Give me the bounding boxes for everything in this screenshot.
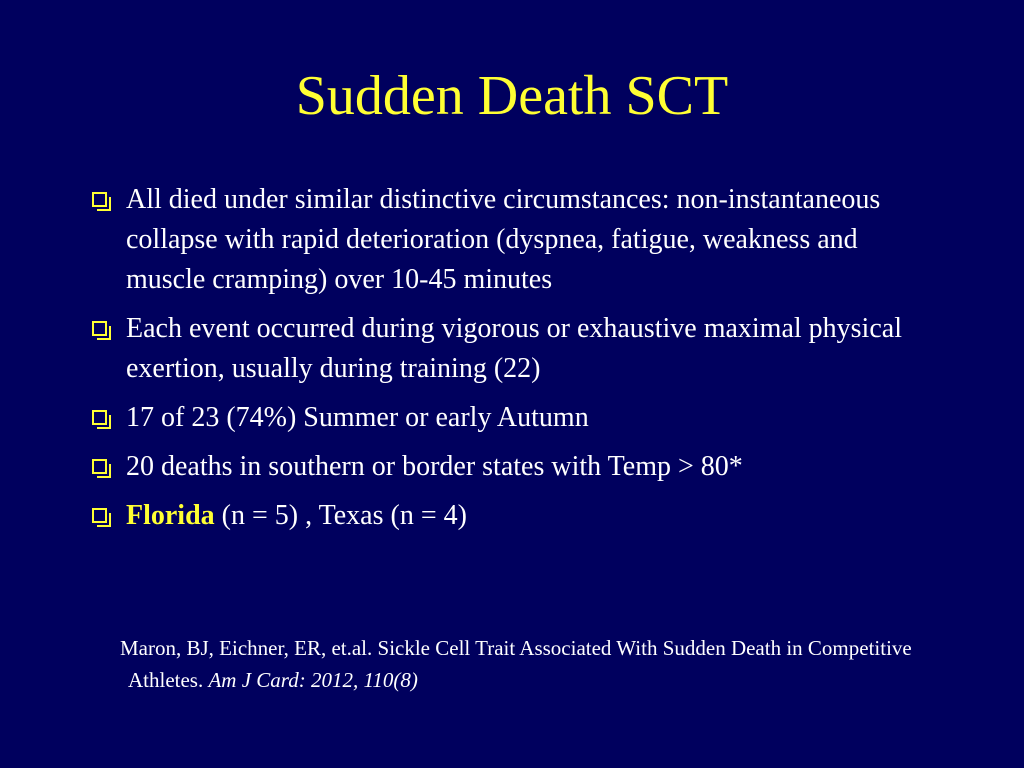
citation-text: Maron, BJ, Eichner, ER, et.al. Sickle Cell Trait Associated With Sudden Death in Competitive Athletes. bbox=[120, 636, 912, 692]
bullet-list bbox=[88, 180, 928, 545]
slide-title: Sudden Death SCT bbox=[295, 65, 729, 127]
checkbox-bullet-icon bbox=[92, 192, 107, 207]
bullet-text: 17 of 23 (74%) Summer or early Autumn bbox=[126, 402, 589, 433]
bullet-item bbox=[88, 496, 928, 536]
bullet-text: 20 deaths in southern or border states with Temp > 80* bbox=[126, 451, 743, 482]
bullet-item bbox=[88, 398, 928, 438]
bullet-text: Each event occurred during vigorous or exhaustive maximal physical exertion, usually during training (22) bbox=[126, 313, 902, 384]
highlighted-state: Florida bbox=[126, 500, 215, 531]
citation-journal: Am J Card: 2012, 110(8) bbox=[208, 668, 418, 692]
bullet-text: (n = 5) , Texas (n = 4) bbox=[214, 500, 467, 531]
bullet-item bbox=[88, 180, 928, 300]
bullet-item bbox=[88, 447, 928, 487]
checkbox-bullet-icon bbox=[92, 459, 107, 474]
citation bbox=[120, 632, 968, 696]
bullet-item bbox=[88, 309, 928, 389]
bullet-text: All died under similar distinctive circumstances: non-instantaneous collapse with rapid deterioration (dyspnea, fatigue, weakness and muscle cramping) over 10-45 minutes bbox=[126, 184, 881, 295]
checkbox-bullet-icon bbox=[92, 508, 107, 523]
checkbox-bullet-icon bbox=[92, 321, 107, 336]
checkbox-bullet-icon bbox=[92, 410, 107, 425]
